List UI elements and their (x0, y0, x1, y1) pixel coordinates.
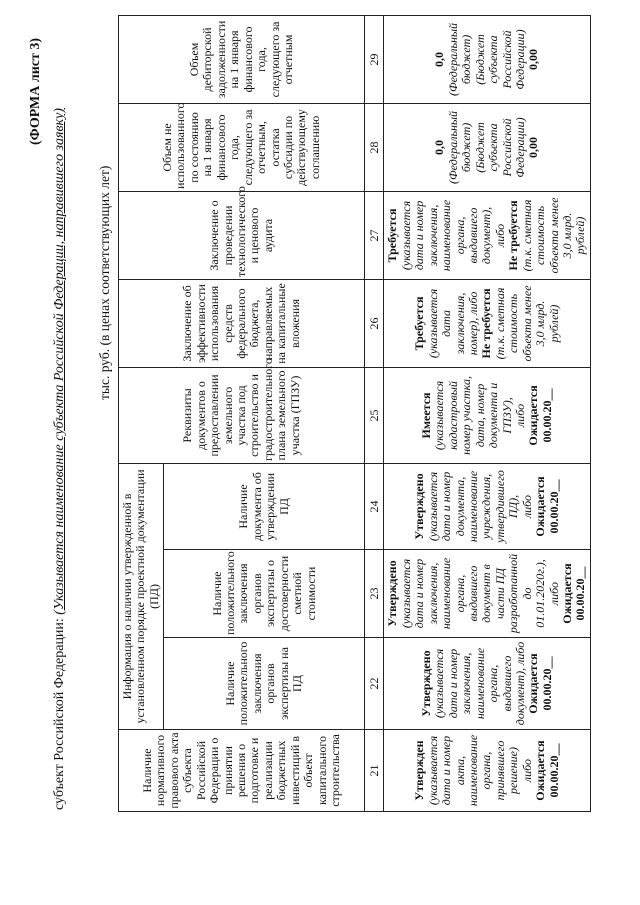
c29-amount2: 0,00 (526, 48, 541, 70)
c29-budget2: (Бюджет субъекта Российской Федерации) (472, 29, 527, 90)
col-num-25: 25 (365, 367, 384, 463)
c23-or: либо (546, 581, 561, 606)
c23-status: Утверждено (385, 560, 400, 627)
header-c26: Заключение об эффективности использования средств федерального бюджета, направляемых на капитальные вложения (119, 279, 365, 367)
c22-detail: (указывается дата и номер заключения, наименование органа, выдавшего документ), либо (432, 641, 527, 726)
c22-status: Утверждено (418, 650, 433, 717)
header-c25: Реквизиты документов о предоставлении земельного участка под строительство и градостроительного плана земельного участка (ГПЗУ) (119, 367, 365, 463)
c28-budget1: (Федеральный бюджет) (445, 110, 474, 184)
c29-budget1: (Федеральный бюджет) (445, 22, 474, 96)
c21-detail: (указывается дата и номер акта, наименование органа, принявшего решение) (425, 734, 521, 807)
c27-status2: Не требуется (506, 200, 521, 271)
c23-pending: Ожидается 00.00.20__ (560, 563, 588, 624)
c27-detail: (указывается дата и номер заключения, наименование органа, выдавшего документ), либо (398, 199, 507, 272)
header-c29: Объем дебиторской задолженности на 1 января финансового года, следующего за отчетным (119, 15, 365, 103)
col-num-27: 27 (365, 191, 384, 279)
c28-budget2: (Бюджет субъекта Российской Федерации) (472, 117, 527, 178)
c25-detail: (указывается кадастровый номер участка, дата, номер документа и ГПЗУ), (432, 376, 514, 455)
c26-status: Требуется (412, 296, 427, 351)
c28-amount2: 0,00 (526, 136, 541, 158)
c26-status2: Не требуется (479, 288, 494, 359)
c27-detail2: (т.к. сметная стоимость объекта менее 3,0 млрд. рублей) (519, 197, 588, 274)
units-note: тыс. руб. (в ценах соответствующих лет) (97, 165, 112, 400)
header-c27: Заключение о проведении технологического и ценового аудита (119, 191, 365, 279)
subject-prefix: субъект Российской Федерации: (52, 614, 67, 810)
c28-amount: 0,0 (432, 139, 447, 155)
value-c27 (384, 191, 591, 279)
col-num-29: 29 (365, 15, 384, 103)
c24-status: Утверждено (412, 473, 427, 540)
value-c24 (384, 463, 591, 549)
header-group-pd: Информация о наличии утвержденной в установленном порядке проектной документации (ПД) (119, 463, 164, 729)
column-number-row (365, 15, 384, 811)
value-c25 (384, 367, 591, 463)
c25-or: либо (512, 403, 527, 428)
header-c21: Наличие нормативного правового акта субъекта Российской Федерации о принятии решения о подготовке и реализации бюджетных инвестиций в объект капитального строительства (119, 730, 365, 812)
header-c22: Наличие положительного заключения органов экспертизы на ПД (164, 638, 365, 730)
value-c22 (384, 638, 591, 730)
col-num-24: 24 (365, 463, 384, 549)
value-c26 (384, 279, 591, 367)
value-row (384, 15, 591, 811)
subject-line (52, 108, 68, 810)
investment-table (118, 15, 591, 812)
subject-hint: (Указывается наименование субъекта Российской Федерации, направившего заявку) (52, 108, 67, 615)
value-c28 (384, 103, 591, 191)
col-num-26: 26 (365, 279, 384, 367)
c24-detail: (указывается дата и номер документа, наименование учреждения, утвердившего ПД), (425, 470, 521, 543)
value-c21 (384, 730, 591, 812)
header-c24: Наличие документа об утверждении ПД (164, 463, 365, 549)
c24-or: либо (519, 494, 534, 519)
c26-detail2: (т.к. сметная стоимость объекта менее 3,0 млрд. рублей) (492, 285, 561, 362)
header-row-1 (119, 15, 164, 811)
c25-status: Имеется (418, 392, 433, 439)
c21-status: Утвержден (412, 740, 427, 801)
c26-detail: (указывается дата заключения, номер), либо (425, 288, 480, 359)
c24-pending: Ожидается 00.00.20__ (533, 476, 561, 537)
value-c29 (384, 15, 591, 103)
value-c23 (384, 550, 591, 638)
form-label: (ФОРМА лист 3) (28, 37, 43, 145)
c25-pending: Ожидается 00.00.20__ (526, 385, 554, 446)
col-num-23: 23 (365, 550, 384, 638)
col-num-28: 28 (365, 103, 384, 191)
c23-detail: (указывается дата и номер заключения, наименование органа, выдавшего документ в части ПД разработанной до 01.01.2020г.), (398, 553, 548, 634)
header-c23: Наличие положительного заключения органов экспертизы о достоверности сметной стоимости (164, 550, 365, 638)
c22-pending: Ожидается 00.00.20__ (526, 653, 554, 714)
c21-pending: Ожидается 00.00.20__ (533, 740, 561, 801)
c21-or: либо (519, 758, 534, 783)
col-num-21: 21 (365, 730, 384, 812)
header-c28: Объем не использованного по состоянию на 1 января финансового года, следующего за отчетным, остатка субсидии по действующему соглашению (119, 103, 365, 191)
c27-status: Требуется (385, 208, 400, 263)
c29-amount: 0,0 (432, 51, 447, 67)
col-num-22: 22 (365, 638, 384, 730)
